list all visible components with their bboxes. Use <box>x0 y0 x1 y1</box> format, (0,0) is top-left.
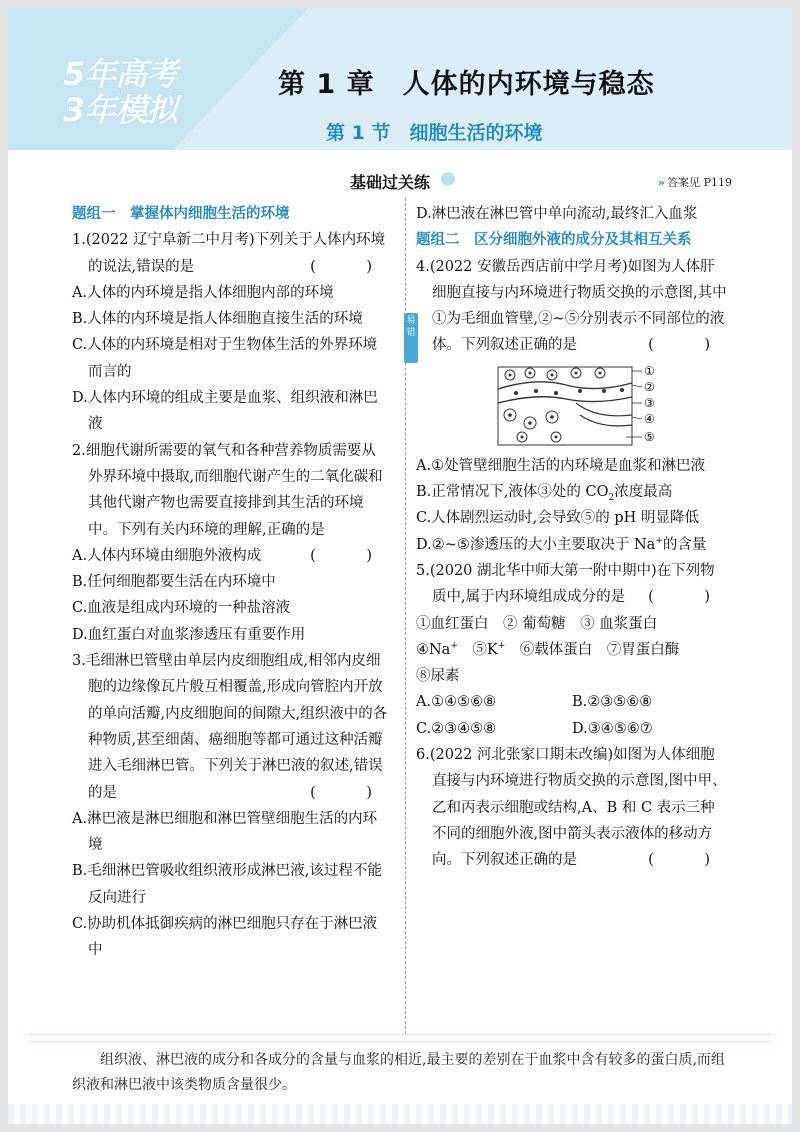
superscript: + <box>497 641 506 652</box>
question-group-heading: 题组一 掌握体内细胞生活的环境 <box>72 206 290 222</box>
answer-blank: ( ) <box>648 337 728 354</box>
option: D.淋巴液在淋巴管中单向流动,最终汇入血浆 <box>416 206 698 222</box>
choice-list <box>416 637 728 663</box>
option: A.人体内环境由细胞外液构成 <box>72 547 262 564</box>
option: B.②③⑤⑥⑧ <box>572 694 653 711</box>
question-3-stem: 3.毛细淋巴管壁由单层内皮细胞组成,相邻内皮细胞的边缘像瓦片般互相覆盖,形成向管腔内开放的单向活瓣,内皮细胞间的间隙大,组织液中的各种物质,甚至细菌、癌细胞等都可通过这种活瓣进入毛细淋巴管。下列关于淋巴液的叙述,错误的是 <box>72 653 388 801</box>
choice-item: ⑥载体蛋白 ⑦胃蛋白酶 <box>519 641 680 658</box>
option: A.①处管壁细胞生活的内环境是血浆和淋巴液 <box>416 457 706 474</box>
footer-pattern <box>8 1104 792 1124</box>
page <box>8 8 792 1124</box>
option <box>416 532 728 558</box>
answer-reference <box>658 174 732 190</box>
question-4-stem: 4.(2022 安徽岳西店前中学月考)如图为人体肝细胞直接与内环境进行物质交换的示意图,其中①为毛细血管壁,②~⑤分别表示不同部位的液体。下列叙述正确的是 <box>416 258 727 354</box>
answer-reference-text: 答案见 P119 <box>667 176 732 189</box>
question-1-stem: 1.(2022 辽宁阜新二中月考)下列关于人体内环境的说法,错误的是 <box>72 232 386 275</box>
choice-list: ⑧尿素 <box>416 668 460 685</box>
subscript: 2 <box>608 492 615 503</box>
answer-blank: ( ) <box>648 589 728 606</box>
book-logo <box>63 56 213 128</box>
logo-line-1: 5年高考 <box>63 55 178 93</box>
superscript: + <box>450 641 458 652</box>
question-2-stem: 2.细胞代谢所需要的氧气和各种营养物质需要从外界环境中摄取,而细胞代谢产生的二氧化碳和其他代谢产物也需要直接排到其生活的环境中。下列有关内环境的理解,正确的是 <box>72 442 383 538</box>
option-text: 浓度最高 <box>614 484 673 501</box>
capillary-wall <box>498 382 632 389</box>
option: C.人体的内环境是相对于生物体生活的外界环境而言的 <box>72 337 378 380</box>
diagram-label: ② <box>644 379 655 394</box>
lymph-vessel <box>576 403 632 416</box>
question-3 <box>72 648 390 806</box>
diagram-label: ① <box>644 363 655 378</box>
option: C.协助机体抵御疾病的淋巴细胞只存在于淋巴液中 <box>72 916 378 959</box>
liver-cell-exchange-diagram <box>496 363 666 449</box>
question-6 <box>416 742 728 873</box>
answer-blank: ( ) <box>310 258 390 275</box>
answer-blank: ( ) <box>648 852 728 869</box>
question-6-stem: 6.(2022 河北张家口期末改编)如图为人体细胞直接与内环境进行物质交换的示意图,图中甲、乙和丙表示细胞或结构,A、B 和 C 表示三种不同的细胞外液,图中箭头表示液体的移动方向。下列叙述正确的是 <box>416 747 727 869</box>
option-text: B.正常情况下,液体③处的 CO <box>416 484 609 501</box>
question-5 <box>416 558 728 611</box>
choice-item: ⑤K <box>472 641 498 658</box>
right-column <box>416 201 728 874</box>
subhead-decoration <box>441 172 455 186</box>
question-1 <box>72 227 390 280</box>
question-5-stem: 5.(2020 湖北华中师大第一附中期中)在下列物质中,属于内环境组成成分的是 <box>416 562 715 606</box>
option: D.③④⑤⑥⑦ <box>572 720 653 737</box>
option-text: D.②~⑤渗透压的大小主要取决于 Na <box>416 536 656 553</box>
question-4 <box>416 254 728 359</box>
option: A.人体的内环境是指人体细胞内部的环境 <box>72 284 334 301</box>
capillary-wall <box>498 397 632 403</box>
option-row <box>416 716 728 742</box>
diagram-label: ④ <box>644 411 655 426</box>
diagram-label: ③ <box>644 395 655 410</box>
option: A.淋巴液是淋巴细胞和淋巴管壁细胞生活的内环境 <box>72 810 378 854</box>
diagram-label: ⑤ <box>644 429 655 444</box>
option: A.①④⑤⑥⑧ <box>416 694 497 711</box>
option: C.②③④⑤⑧ <box>416 720 497 737</box>
chapter-title: 第 1 章 人体的内环境与稳态 <box>278 69 655 100</box>
answer-blank: ( ) <box>310 547 390 564</box>
left-column <box>72 201 390 964</box>
option: D.血红蛋白对血浆渗透压有重要作用 <box>72 626 306 643</box>
option: B.毛细淋巴管吸收组织液形成淋巴液,该过程不能反向进行 <box>72 863 382 906</box>
option-text: 的含量 <box>662 536 707 553</box>
superscript: + <box>655 535 663 546</box>
question-group-heading: 题组二 区分细胞外液的成分及其相互关系 <box>416 232 692 249</box>
option: C.血液是组成内环境的一种盐溶液 <box>72 600 291 617</box>
error-prone-tag: 易错 <box>404 313 418 363</box>
footnote: 组织液、淋巴液的成分和各成分的含量与血浆的相近,最主要的差别在于血浆中含有较多的蛋白质,而组织液和淋巴液中该类物质含量很少。 <box>72 1052 725 1093</box>
section-title: 第 1 节 细胞生活的环境 <box>326 122 543 144</box>
answer-blank: ( ) <box>310 784 390 801</box>
option <box>416 479 728 505</box>
option: B.人体的内环境是指人体细胞直接生活的环境 <box>72 311 363 328</box>
lymph-vessel <box>580 415 632 426</box>
double-arrow-icon: » <box>657 176 666 189</box>
choice-list: ①血红蛋白 ② 葡萄糖 ③ 血浆蛋白 <box>416 615 658 632</box>
logo-line-2: 3年模拟 <box>63 91 178 129</box>
footnote-rule <box>28 1034 772 1042</box>
option: D.人体内环境的组成主要是血浆、组织液和淋巴液 <box>72 390 378 433</box>
option: C.人体剧烈运动时,会导致⑤的 pH 明显降低 <box>416 510 699 527</box>
practice-heading: 基础过关练 <box>350 173 431 192</box>
option: B.任何细胞都要生活在内环境中 <box>72 574 276 591</box>
option-row <box>416 689 728 715</box>
choice-item: ④Na <box>416 641 451 658</box>
